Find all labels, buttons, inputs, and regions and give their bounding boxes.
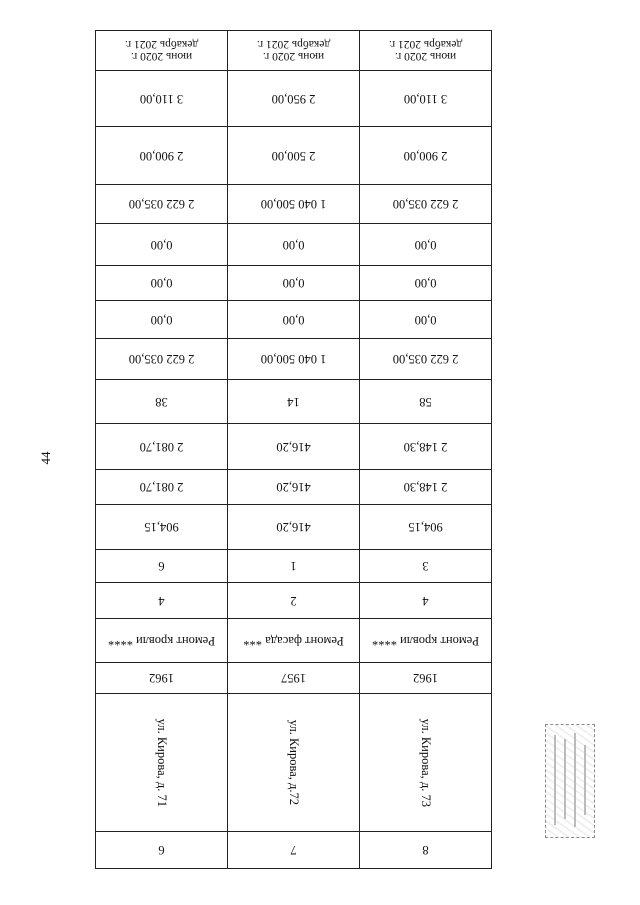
period-end: декабрь 2021 г.	[388, 38, 463, 51]
cell-cost: 0,00	[228, 266, 360, 301]
cell-unit-cost: 3 110,00	[360, 71, 492, 127]
cell-work-type: Ремонт кровли ****	[96, 619, 228, 663]
table-row-col11	[96, 301, 492, 339]
cell-year: 1957	[228, 663, 360, 694]
page-number: 44	[38, 451, 53, 465]
table-row-work-type	[96, 619, 492, 663]
table-row-year	[96, 663, 492, 694]
cell-address: ул. Кирова, д. 73	[360, 694, 492, 832]
cell-cost: 2 622 035,00	[360, 185, 492, 224]
cell-cost: 0,00	[360, 301, 492, 339]
cell-cost: 0,00	[360, 224, 492, 266]
cell-cost: 2 622 035,00	[360, 339, 492, 380]
cell-value: 2	[228, 583, 360, 619]
cell-residents: 58	[360, 380, 492, 424]
cell-value: 4	[96, 583, 228, 619]
repair-registry-table	[95, 30, 492, 869]
table-row-period	[96, 31, 492, 71]
table-row-col6	[96, 505, 492, 550]
cell-residents: 38	[96, 380, 228, 424]
period-start: июнь 2020 г.	[130, 50, 193, 63]
table-row-col9	[96, 380, 492, 424]
cell-area: 2 148,30	[360, 470, 492, 505]
cell-value: 6	[96, 550, 228, 583]
cell-value: 4	[360, 583, 492, 619]
table-row-col7	[96, 470, 492, 505]
table-row-col4	[96, 583, 492, 619]
period-start: июнь 2020 г.	[394, 50, 457, 63]
table-row-col10	[96, 339, 492, 380]
cell-value: 1	[228, 550, 360, 583]
cell-cost: 0,00	[96, 266, 228, 301]
official-stamp	[545, 724, 595, 838]
cell-year: 1962	[360, 663, 492, 694]
cell-number: 6	[96, 832, 228, 869]
cell-unit-cost: 2 950,00	[228, 71, 360, 127]
table-row-col16	[96, 71, 492, 127]
table-row-col12	[96, 266, 492, 301]
cell-area: 2 148,30	[360, 424, 492, 470]
table-row-col15	[96, 127, 492, 185]
table-row-col8	[96, 424, 492, 470]
cell-unit-cost: 2 500,00	[228, 127, 360, 185]
cell-number: 7	[228, 832, 360, 869]
cell-area: 904,15	[96, 505, 228, 550]
cell-cost: 0,00	[96, 224, 228, 266]
cell-residents: 14	[228, 380, 360, 424]
period-end: декабрь 2021 г.	[256, 38, 331, 51]
cell-cost: 2 622 035,00	[96, 339, 228, 380]
cell-area: 2 081,70	[96, 424, 228, 470]
cell-cost: 0,00	[228, 301, 360, 339]
cell-value: 3	[360, 550, 492, 583]
period-end: декабрь 2021 г.	[124, 38, 199, 51]
cell-cost: 1 040 500,00	[228, 339, 360, 380]
cell-unit-cost: 2 900,00	[96, 127, 228, 185]
cell-work-type: Ремонт фасада ***	[228, 619, 360, 663]
table-row-number	[96, 832, 492, 869]
cell-period	[360, 31, 492, 71]
cell-area: 416,20	[228, 505, 360, 550]
cell-period	[96, 31, 228, 71]
cell-year: 1962	[96, 663, 228, 694]
cell-cost: 0,00	[228, 224, 360, 266]
cell-area: 2 081,70	[96, 470, 228, 505]
cell-area: 416,20	[228, 424, 360, 470]
cell-unit-cost: 3 110,00	[96, 71, 228, 127]
cell-number: 8	[360, 832, 492, 869]
cell-address: ул. Кирова, д. 71	[96, 694, 228, 832]
cell-unit-cost: 2 900,00	[360, 127, 492, 185]
table-row-col5	[96, 550, 492, 583]
cell-cost: 0,00	[360, 266, 492, 301]
cell-area: 904,15	[360, 505, 492, 550]
cell-cost: 1 040 500,00	[228, 185, 360, 224]
table-row-col13	[96, 224, 492, 266]
cell-area: 416,20	[228, 470, 360, 505]
cell-address: ул. Кирова, д.72	[228, 694, 360, 832]
cell-period	[228, 31, 360, 71]
table-row-address	[96, 694, 492, 832]
cell-cost: 2 622 035,00	[96, 185, 228, 224]
cell-cost: 0,00	[96, 301, 228, 339]
period-start: июнь 2020 г.	[262, 50, 325, 63]
table-row-col14	[96, 185, 492, 224]
cell-work-type: Ремонт кровли ****	[360, 619, 492, 663]
